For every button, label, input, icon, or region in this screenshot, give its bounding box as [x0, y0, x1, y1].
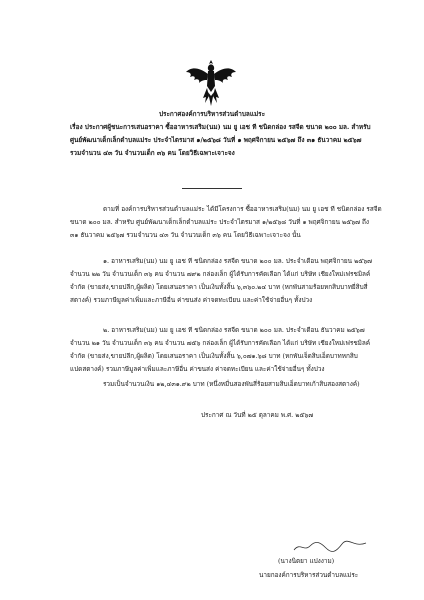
item1-line-2: จำนวน ๒๒ วัน จำนวนเด็ก ๓๖ คน จำนวน ๗๙๒ กล่องเล็ก ผู้ได้รับการคัดเลือก ได้แก่ บริษัท เชียงใหม่เฟรชมิลค์ — [70, 270, 371, 278]
item2-line-1: ๒. อาหารเสริม(นม) นม ยู เอช ที ชนิดกล่อง รสจืด ขนาด ๒๐๐ มล. ประจำเดือน ธันวาคม ๒๕๖๗ — [103, 326, 365, 334]
signer-title: นายกองค์การบริหารส่วนตำบลแม่ระ — [259, 571, 359, 579]
grand-total: รวมเป็นจำนวนเงิน ๑๒,๔๓๑.๙๒ บาท (หนึ่งหมื่นสองพันสี่ร้อยสามสิบเอ็ดบาทเก้าสิบสองสตางค์) — [103, 380, 360, 388]
announce-date: ประกาศ ณ วันที่ ๒๕ ตุลาคม พ.ศ. ๒๕๖๗ — [201, 411, 314, 419]
intro-line-2: ขนาด ๒๐๐ มล. สำหรับ ศูนย์พัฒนาเด็กเล็กตำบลแม่ระ ประจำไตรมาส ๑/๒๕๖๘ วันที่ ๑ พฤศจิกายน ๒๕๖๗ ถึง — [70, 218, 369, 226]
signer-name: (นางนิตยา แปงงาม) — [278, 557, 335, 565]
garuda-emblem — [184, 58, 238, 108]
subject-line-1: เรื่อง ประกาศผู้ชนะการเสนอราคา ซื้ออาหารเสริม(นม) นม ยู เอช ที ชนิดกล่อง รสจืด ขนาด ๒๐๐ มล. สำหรับ — [70, 123, 371, 131]
issuing-office: ประกาศองค์การบริหารส่วนตำบลแม่ระ — [158, 110, 266, 118]
item1-line-3: จำกัด (ขายส่ง,ขายปลีก,ผู้ผลิต) โดยเสนอราคา เป็นเงินทั้งสิ้น ๖,๓๖๐.๒๔ บาท (หกพันสามร้อยหกสิบบาทยี่สิบสี่ — [70, 283, 368, 291]
item1-line-4: สตางค์) รวมภาษีมูลค่าเพิ่มและภาษีอื่น ค่าขนส่ง ค่าจดทะเบียน และค่าใช้จ่ายอื่นๆ ทั้งปวง — [70, 296, 313, 304]
signature-scribble — [290, 538, 370, 554]
subject-line-3: รวมจำนวน ๔๓ วัน จำนวนเด็ก ๓๖ คน โดยวิธีเฉพาะเจาะจง — [70, 149, 235, 157]
subject-line-2: ศูนย์พัฒนาเด็กเล็กตำบลแม่ระ ประจำไตรมาส ๑/๒๕๖๘ วันที่ ๑ พฤศจิกายน ๒๕๖๗ ถึง ๓๑ ธันวาคม ๒๕๖๗ — [70, 136, 362, 144]
intro-line-3: ๓๑ ธันวาคม ๒๕๖๗ รวมจำนวน ๔๓ วัน จำนวนเด็ก ๓๖ คน โดยวิธีเฉพาะเจาะจง นั้น — [70, 231, 301, 239]
intro-line-1: ตามที่ องค์การบริหารส่วนตำบลแม่ระ ได้มีโครงการ ซื้ออาหารเสริม(นม) นม ยู เอช ที ชนิดกล่อง รสจืด — [103, 205, 382, 213]
item2-line-3: จำกัด (ขายส่ง,ขายปลีก,ผู้ผลิต) โดยเสนอราคา เป็นเงินทั้งสิ้น ๖,๐๗๑.๖๘ บาท (หกพันเจ็ดสิบเอ็ดบาทหกสิบ — [70, 352, 358, 360]
item2-line-4: แปดสตางค์) รวมภาษีมูลค่าเพิ่มและภาษีอื่น ค่าขนส่ง ค่าจดทะเบียน และค่าใช้จ่ายอื่นๆ ทั้งปวง — [70, 365, 325, 373]
item1-line-1: ๑. อาหารเสริม(นม) นม ยู เอช ที ชนิดกล่อง รสจืด ขนาด ๒๐๐ มล. ประจำเดือน พฤศจิกายน ๒๕๖๗ — [103, 257, 372, 265]
item2-line-2: จำนวน ๒๑ วัน จำนวนเด็ก ๓๖ คน จำนวน ๗๕๖ กล่องเล็ก ผู้ได้รับการคัดเลือก ได้แก่ บริษัท เชียงใหม่เฟรชมิลค์ — [70, 339, 371, 347]
divider-line — [182, 188, 242, 189]
